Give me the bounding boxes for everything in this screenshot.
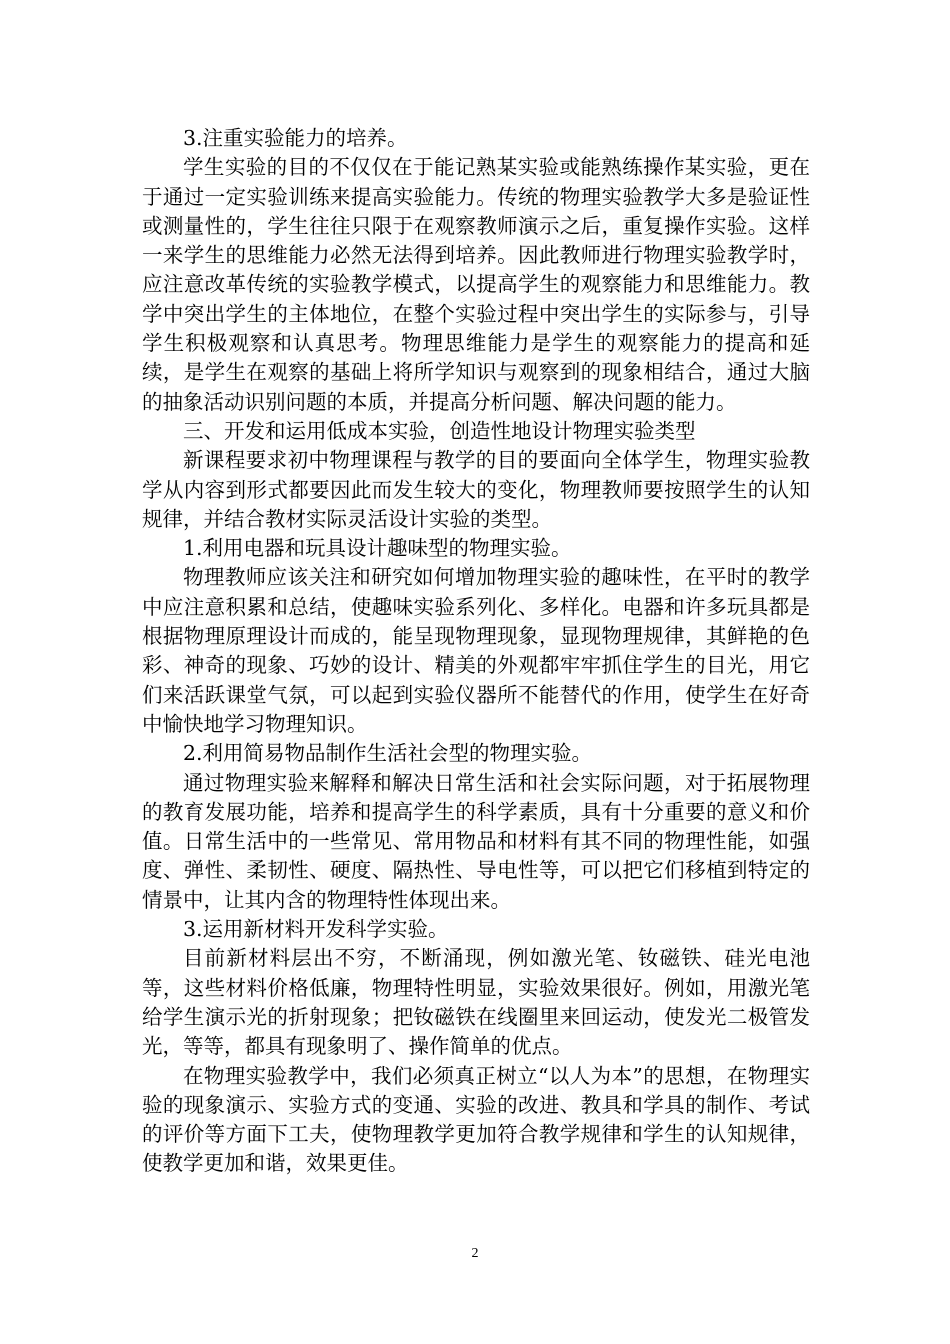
page-number: 2: [471, 1246, 479, 1261]
paragraph-new-materials: 目前新材料层出不穷，不断涌现，例如激光笔、钕磁铁、硅光电池等，这些材料价格低廉，物理特性明显，实验效果很好。例如，用激光笔给学生演示光的折射现象；把钕磁铁在线圈里来回运动，使发光二极管发光，等等，都具有现象明了、操作简单的优点。: [142, 946, 810, 1059]
paragraph-toys-experiments: 物理教师应该关注和研究如何增加物理实验的趣味性，在平时的教学中应注意积累和总结，使趣味实验系列化、多样化。电器和许多玩具都是根据物理原理设计而成的，能呈现物理现象，显现物理规律，其鲜艳的色彩、神奇的现象、巧妙的设计、精美的外观都牢牢抓住学生的目光，用它们来活跃课堂气氛，可以起到实验仪器所不能替代的作用，使学生在好奇中愉快地学习物理知识。: [142, 565, 810, 736]
paragraph-conclusion: 在物理实验教学中，我们必须真正树立“以人为本”的思想，在物理实验的现象演示、实验方式的变通、实验的改进、教具和学具的制作、考试的评价等方面下工夫，使物理教学更加符合教学规律和学生的认知规律，使教学更加和谐，效果更佳。: [142, 1063, 810, 1176]
subheading-1-toys-experiments: 1.利用电器和玩具设计趣味型的物理实验。: [183, 536, 572, 561]
subheading-2-everyday-items: 2.利用简易物品制作生活社会型的物理实验。: [183, 741, 593, 766]
paragraph-experimental-ability: 学生实验的目的不仅仅在于能记熟某实验或能熟练操作某实验，更在于通过一定实验训练来提高实验能力。传统的物理实验教学大多是验证性或测量性的，学生往往只限于在观察教师演示之后，重复操作实验。这样一来学生的思维能力必然无法得到培养。因此教师进行物理实验教学时，应注意改革传统的实验教学模式，以提高学生的观察能力和思维能力。教学中突出学生的主体地位，在整个实验过程中突出学生的实际参与，引导学生积极观察和认真思考。物理思维能力是学生的观察能力的提高和延续，是学生在观察的基础上将所学知识与观察到的现象相结合，通过大脑的抽象活动识别问题的本质，并提高分析问题、解决问题的能力。: [142, 155, 810, 414]
subheading-3-new-materials: 3.运用新材料开发科学实验。: [183, 917, 449, 942]
section-heading-3-low-cost-experiments: 三、开发和运用低成本实验，创造性地设计物理实验类型: [183, 418, 696, 443]
subheading-3-experimental-ability: 3.注重实验能力的培养。: [183, 126, 408, 150]
paragraph-everyday-items: 通过物理实验来解释和解决日常生活和社会实际问题，对于拓展物理的教育发展功能，培养和提高学生的科学素质，具有十分重要的意义和价值。日常生活中的一些常见、常用物品和材料有其不同的物理性能，如强度、弹性、柔韧性、硬度、隔热性、导电性等，可以把它们移植到特定的情景中，让其内含的物理特性体现出来。: [142, 770, 810, 912]
paragraph-new-curriculum: 新课程要求初中物理课程与教学的目的要面向全体学生，物理实验教学从内容到形式都要因此而发生较大的变化，物理教师要按照学生的认知规律，并结合教材实际灵活设计实验的类型。: [142, 448, 810, 531]
document-body: [142, 124, 810, 1179]
